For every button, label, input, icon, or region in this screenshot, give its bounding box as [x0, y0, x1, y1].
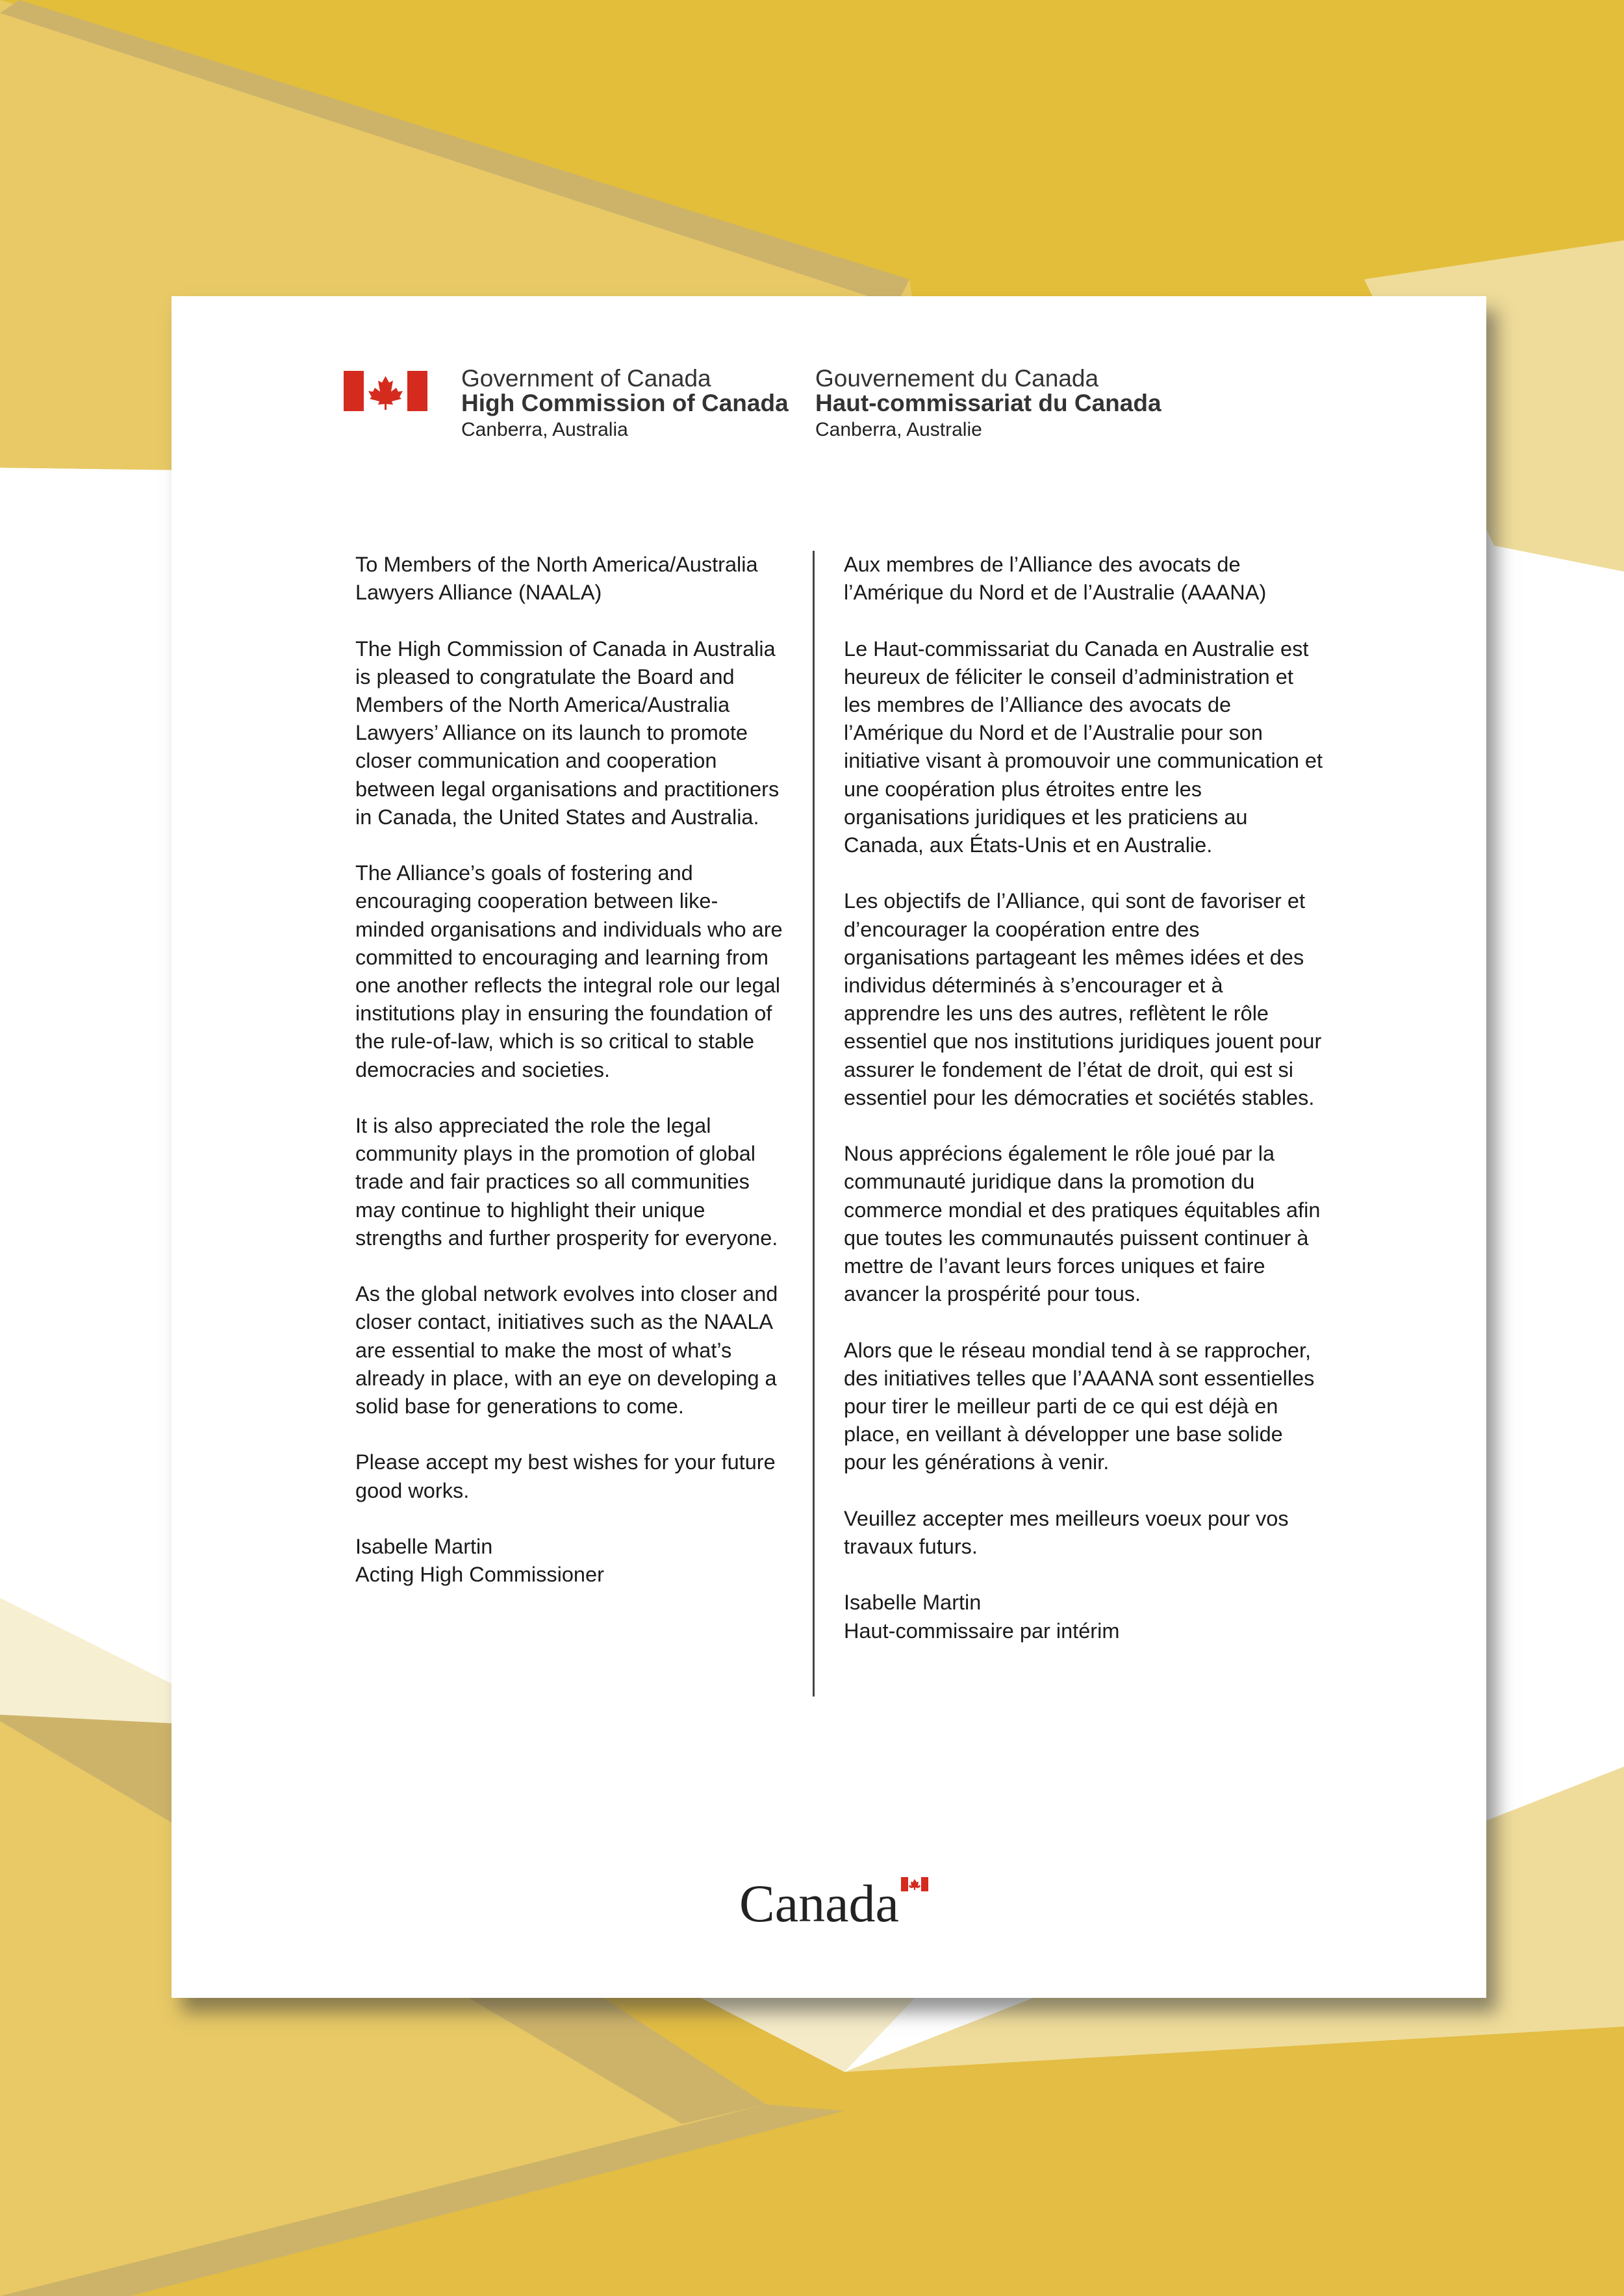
- office-name-fr: Haut-commissariat du Canada: [815, 390, 1161, 416]
- wordmark-text: Canada: [739, 1874, 899, 1933]
- column-divider: [813, 551, 815, 1697]
- paragraph-fr-2: Les objectifs de l’Alliance, qui sont de favoriser et d’encourager la coopération entre des organisations partageant les mêmes idées et des individus déterminés à s’encourager et à apprendre les uns des autres, reflètent le rôle essentiel que nos institutions juridiques jouent pour assurer le fondement de l’état de droit, qui est si essentiel pour les démocraties et sociétés stables.: [844, 889, 1322, 1109]
- wordmark-flag-icon: [901, 1877, 928, 1891]
- office-name-en: High Commission of Canada: [461, 390, 789, 416]
- paragraph-en-2: The Alliance’s goals of fostering and encouraging cooperation between like-minded organisations and individuals who are committed to encouraging and learning from one another reflects the integral role our legal institutions play in ensuring the foundation of the rule-of-law, which is so critical to stable democracies and societies.: [355, 861, 783, 1081]
- salutation-en: To Members of the North America/Australia Lawyers Alliance (NAALA): [355, 553, 758, 605]
- paragraph-en-1: The High Commission of Canada in Australia is pleased to congratulate the Board and Members of the North America/Australia Lawyers’ Alliance on its launch to promote closer communication and cooperation between legal organisations and practitioners in Canada, the United States and Australia.: [355, 637, 780, 829]
- salutation-fr: Aux membres de l’Alliance des avocats de l’Amérique du Nord et de l’Australie (AAANA): [844, 553, 1267, 605]
- paragraph-en-3: It is also appreciated the role the legal community plays in the promotion of global trade and fair practices so all communities may continue to highlight their unique strengths and further prosperity for everyone.: [355, 1114, 778, 1250]
- signature-name-en: Isabelle Martin: [355, 1535, 493, 1559]
- paragraph-fr-5: Veuillez accepter mes meilleurs voeux pour vos travaux futurs.: [844, 1506, 1289, 1559]
- paragraph-en-5: Please accept my best wishes for your future good works.: [355, 1450, 776, 1502]
- signature-title-en: Acting High Commissioner: [355, 1563, 604, 1587]
- paragraph-fr-4: Alors que le réseau mondial tend à se rapprocher, des initiatives telles que l’AAANA sont essentielles pour tirer le meilleur parti de ce qui est déjà en place, en veillant à développer une base solide pour les générations à venir.: [844, 1338, 1315, 1474]
- paragraph-en-4: As the global network evolves into closer and closer contact, initiatives such as the NAALA are essential to make the most of what’s already in place, with an eye on developing a solid base for generations to come.: [355, 1282, 778, 1419]
- signature-fr: [844, 1589, 1325, 1645]
- signature-name-fr: Isabelle Martin: [844, 1591, 982, 1615]
- paragraph-fr-3: Nous apprécions également le rôle joué par la communauté juridique dans la promotion du commerce mondial et des pratiques équitables afin que toutes les communautés puissent continuer à mettre de l’avant leurs forces uniques et faire avancer la prospérité pour tous.: [844, 1142, 1321, 1306]
- location-en: Canberra, Australia: [461, 419, 628, 440]
- canada-flag-icon: [344, 371, 427, 411]
- header-french: [815, 366, 1161, 444]
- signature-title-fr: Haut-commissaire par intérim: [844, 1619, 1120, 1643]
- signature-en: [355, 1533, 784, 1589]
- letter-column-english: [355, 551, 784, 1589]
- location-fr: Canberra, Australie: [815, 419, 982, 440]
- header-english: [461, 366, 789, 444]
- canada-wordmark-logo: [739, 1874, 934, 1933]
- government-name-fr: Gouvernement du Canada: [815, 365, 1099, 392]
- letter-column-french: [844, 551, 1325, 1645]
- paragraph-fr-1: Le Haut-commissariat du Canada en Australie est heureux de féliciter le conseil d’administration et les membres de l’Alliance des avocats de l’Amérique du Nord et de l’Australie pour son initiative visant à promouvoir une communication et une coopération plus étroites entre les organisations juridiques et les praticiens au Canada, aux États-Unis et en Australie.: [844, 637, 1323, 857]
- letter-page: [171, 296, 1486, 1998]
- government-name-en: Government of Canada: [461, 365, 711, 392]
